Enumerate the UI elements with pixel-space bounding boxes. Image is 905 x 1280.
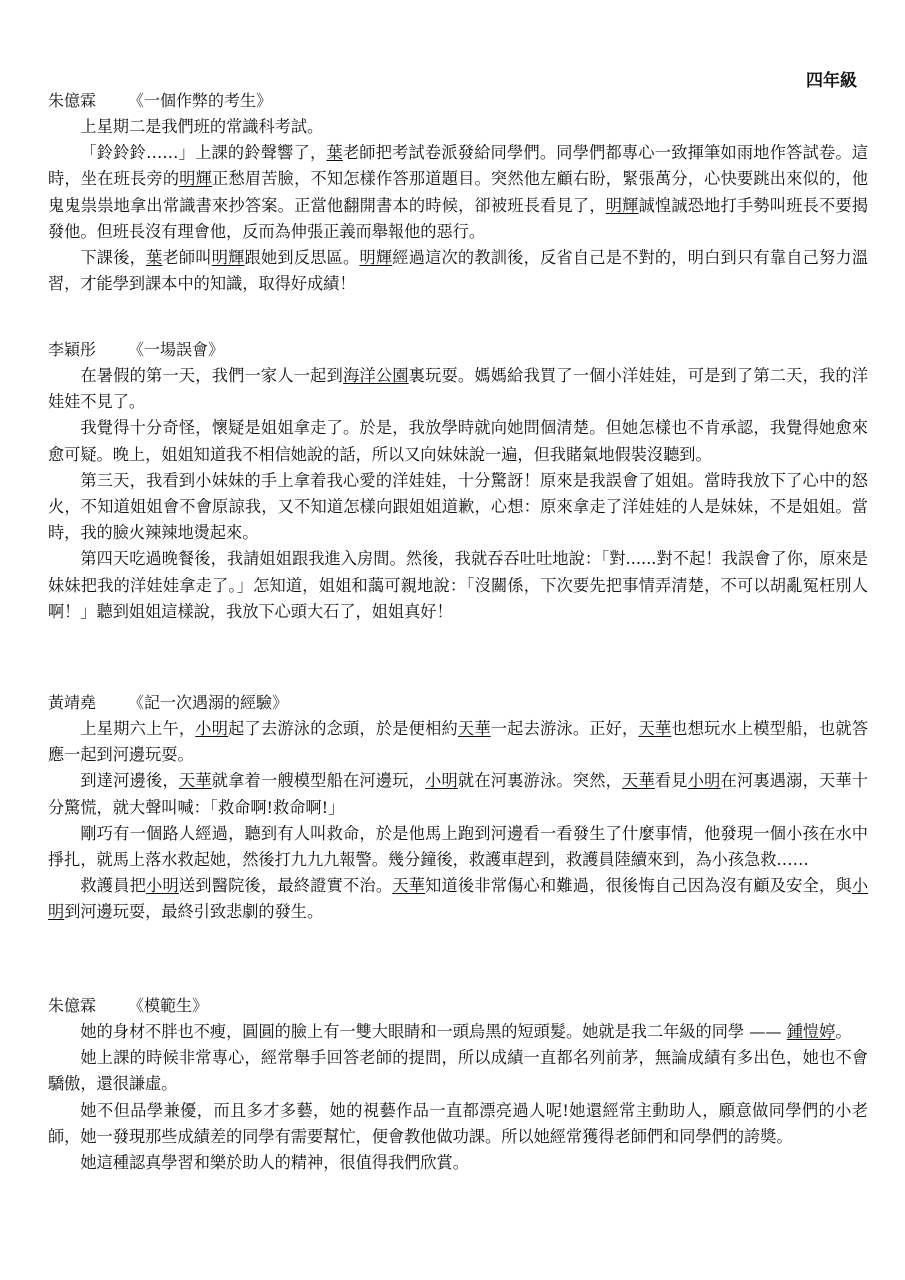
essay-author: 朱億霖 <box>48 996 97 1015</box>
essay-heading <box>48 88 868 114</box>
underlined-name: 天華 <box>638 719 672 738</box>
underlined-name: 小明 <box>195 719 229 738</box>
grade-label: 四年級 <box>806 71 857 91</box>
text-run: 經過這次的教訓後，反省自己是不對的，明白到只有靠自己努力溫習，才能學到課本中的知識，取得好成績！ <box>48 248 869 294</box>
text-run: 到河邊玩耍，最終引致悲劇的發生。 <box>64 902 324 922</box>
underlined-name: 天華 <box>178 771 212 791</box>
text-run: 「鈴鈴鈴……」上課的鈴聲響了， <box>80 143 327 163</box>
text-run: 老師叫 <box>162 248 212 268</box>
essay-paragraph <box>48 1019 868 1045</box>
essay <box>48 690 868 926</box>
text-run: 誠惶誠恐地打手勢叫班長不要揭發他。但班長沒有理會他，反而為伸張正義而舉報他的惡行。 <box>48 195 869 241</box>
essay-paragraph <box>48 245 868 297</box>
text-run: 第三天，我看到小妹妹的手上拿着我心愛的洋娃娃，十分驚訝！原來是我誤會了姐姐。當時我放下了心中的怒火，不知道姐姐會不會原諒我，又不知道怎樣向跟姐姐道歉，心想：原來拿走了洋娃娃的人是妹妹，不是姐姐。當時，我的臉火辣辣地燙起來。 <box>48 470 868 543</box>
essay <box>48 88 868 297</box>
essay-author: 黃靖堯 <box>48 693 97 712</box>
text-run: 看見 <box>654 771 688 791</box>
underlined-name: 小明 <box>687 771 721 791</box>
text-run: 就拿着一艘模型船在河邊玩， <box>211 771 426 791</box>
essay-title: 《一個作弊的考生》 <box>128 91 273 110</box>
underlined-name: 明輝 <box>211 248 245 268</box>
essay-paragraph <box>48 415 868 467</box>
underlined-name: 葉 <box>146 248 163 268</box>
underlined-name: 明輝 <box>605 195 639 215</box>
essay-paragraph <box>48 1045 868 1097</box>
essay-paragraph <box>48 716 868 768</box>
text-run: 老師把考試卷派發給同學們。同學們都專心一致揮筆如雨地作答試卷。這時，坐在班長旁的 <box>48 143 869 189</box>
text-run: 下課後， <box>80 248 147 268</box>
essay-paragraph <box>48 768 868 820</box>
essay-paragraph <box>48 140 868 245</box>
essay-heading <box>48 690 868 716</box>
essay-paragraph <box>48 468 868 547</box>
underlined-name: 明輝 <box>359 248 393 268</box>
essay-paragraph <box>48 363 868 415</box>
text-run: 在暑假的第一天，我們一家人一起到 <box>80 366 344 385</box>
essay-paragraph <box>48 821 868 873</box>
essay-title: 《記一次遇溺的經驗》 <box>128 693 289 712</box>
text-run: 跟她到反思區。 <box>244 248 360 268</box>
underlined-name: 鍾愷婷 <box>786 1022 836 1041</box>
text-run: 上星期六上午， <box>80 719 196 738</box>
text-run: 救護員把 <box>80 876 147 896</box>
essay-heading <box>48 337 868 363</box>
underlined-name: 小明 <box>48 876 869 922</box>
text-run: 我覺得十分奇怪，懷疑是姐姐拿走了。於是，我放學時就向她問個清楚。但她怎樣也不肯承認，我覺得她愈來愈可疑。晚上，姐姐知道我不相信她說的話，所以又向妹妹說一遍，但我賭氣地假裝沒聽到。 <box>48 418 868 464</box>
essay-paragraph <box>48 1098 868 1150</box>
essay-author: 李穎彤 <box>48 340 97 359</box>
text-run: 第四天吃過晚餐後，我請姐姐跟我進入房間。然後，我就吞吞吐吐地說：「對......對不起！我誤會了你，原來是妹妹把我的洋娃娃拿走了。」怎知道，姐姐和藹可親地說：「沒關係，下次要先把事情弄清楚，不可以胡亂冤枉別人啊！」聽到姐姐這樣說，我放下心頭大石了，姐姐真好！ <box>48 549 868 621</box>
essay <box>48 337 868 625</box>
text-run: 她不但品學兼優，而且多才多藝，她的視藝作品一直都漂亮過人呢!她還經常主動助人，願意做同學們的小老師，她一發現那些成績差的同學有需要幫忙，便會教他做功課。所以她經常獲得老師們和同學們的誇獎。 <box>48 1100 868 1146</box>
text-run: 到達河邊後， <box>80 771 179 791</box>
essay <box>48 993 868 1176</box>
underlined-name: 天華 <box>392 876 426 896</box>
text-run: 上星期二是我們班的常識科考試。 <box>80 117 324 136</box>
underlined-name: 海洋公園 <box>343 366 409 385</box>
underlined-name: 小明 <box>146 876 179 896</box>
text-run: 知道後非常傷心和難過，很後悔自己因為沒有顧及安全，與 <box>425 876 852 896</box>
text-run: 她這種認真學習和樂於助人的精神，很值得我們欣賞。 <box>80 1153 469 1173</box>
text-run: 。 <box>835 1022 852 1041</box>
underlined-name: 天華 <box>622 771 655 791</box>
text-run: 裏玩耍。媽媽給我買了一個小洋娃娃，可是到了第二天，我的洋娃娃不見了。 <box>48 366 869 412</box>
text-run: 起了去游泳的念頭，於是便相約 <box>228 719 458 738</box>
essay-author: 朱億霖 <box>48 91 97 110</box>
essay-title: 《模範生》 <box>128 996 209 1015</box>
text-run: 也想玩水上模型船，也就答應一起到河邊玩耍。 <box>48 719 869 765</box>
text-run: 她的身材不胖也不瘦，圓圓的臉上有一雙大眼睛和一頭烏黑的短頭髮。她就是我二年級的同學 —— <box>80 1022 787 1041</box>
essay-paragraph <box>48 1150 868 1176</box>
essay-paragraph <box>48 873 868 925</box>
text-run: 送到醫院後，最終證實不治。 <box>178 876 393 896</box>
text-run: 正愁眉苦臉，不知怎樣作答那道題目。突然他左顧右盼，緊張萬分，心快要跳出來似的，他鬼鬼祟祟地拿出常識書來抄答案。正當他翻開書本的時候，卻被班長看見了， <box>48 169 869 215</box>
text-run: 她上課的時候非常專心，經常舉手回答老師的提問，所以成績一直都名列前茅，無論成績有多出色，她也不會驕傲，還很謙虛。 <box>48 1048 868 1094</box>
text-run: 一起去游泳。正好， <box>490 719 639 738</box>
underlined-name: 葉 <box>326 143 343 163</box>
text-run: 剛巧有一個路人經過，聽到有人叫救命，於是他馬上跑到河邊看一看發生了什麼事情，他發現一個小孩在水中掙扎，就馬上落水救起她，然後打九九九報警。幾分鐘後，救護車趕到，救護員陸續來到，為小孩急救…… <box>48 823 868 870</box>
underlined-name: 明輝 <box>179 169 213 189</box>
underlined-name: 天華 <box>457 719 491 738</box>
essay-paragraph <box>48 114 868 140</box>
essay-heading <box>48 993 868 1019</box>
essay-title: 《一場誤會》 <box>128 340 225 359</box>
text-run: 在河裏遇溺，天華十分驚慌，就大聲叫喊：「救命啊!救命啊!」 <box>48 771 869 817</box>
text-run: 就在河裏游泳。突然， <box>457 771 623 791</box>
essay-paragraph <box>48 546 868 625</box>
underlined-name: 小明 <box>425 771 458 791</box>
